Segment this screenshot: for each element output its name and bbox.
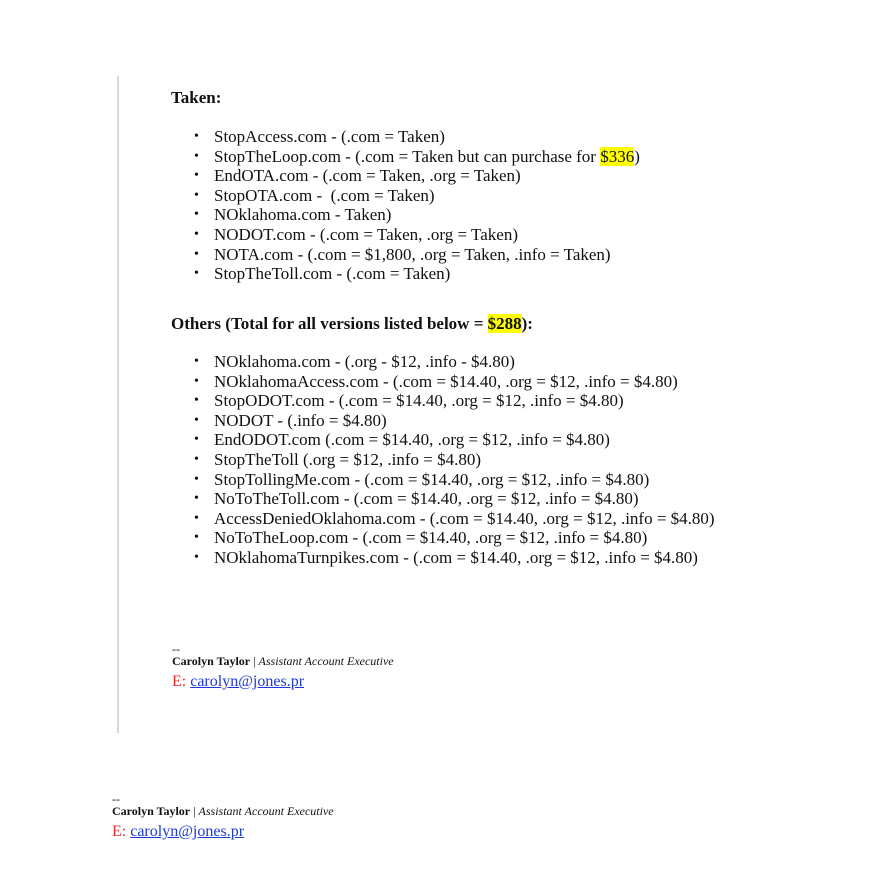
signature-divider: | (253, 654, 256, 668)
bullet-icon: • (194, 412, 199, 428)
signature-name-row (172, 654, 394, 669)
list-item: • NOklahoma.com - Taken) (194, 205, 392, 225)
signature-separator: -- (172, 642, 180, 656)
bullet-icon: • (194, 187, 199, 203)
signature (112, 792, 334, 841)
signature-separator: -- (112, 792, 120, 806)
email-label: E: (112, 823, 127, 840)
bullet-icon: • (194, 432, 199, 448)
list-item: • StopTheToll.com - (.com = Taken) (194, 264, 451, 284)
bullet-icon: • (194, 266, 199, 282)
bullet-icon: • (194, 393, 199, 409)
list-item: • StopOTA.com - (.com = Taken) (194, 185, 435, 205)
bullet-icon: • (194, 471, 199, 487)
signature-divider: | (193, 804, 196, 818)
bullet-icon: • (194, 373, 199, 389)
list-item: • StopTheLoop.com - (.com = Taken but can purchase for $336) (194, 146, 640, 166)
list-item: • NODOT.com - (.com = Taken, .org = Taken) (194, 224, 518, 244)
others-heading: Others (Total for all versions listed below = $288): (171, 314, 533, 333)
list-item: • NOklahomaAccess.com - (.com = $14.40, .org = $12, .info = $4.80) (194, 371, 678, 391)
list-item: • StopAccess.com - (.com = Taken) (194, 127, 445, 146)
signature-email-row (112, 822, 334, 841)
signature-name: Carolyn Taylor (172, 654, 251, 668)
signature-name-row (112, 804, 334, 819)
bullet-icon: • (194, 226, 199, 242)
email-link[interactable]: carolyn@jones.pr (190, 673, 305, 690)
bullet-icon: • (194, 246, 199, 262)
bullet-icon: • (194, 168, 199, 184)
email-label: E: (172, 673, 187, 690)
bullet-icon: • (194, 207, 199, 223)
signature-title: Assistant Account Executive (198, 804, 334, 818)
list-item: • NOklahoma.com - (.org - $12, .info - $4.80) (194, 352, 515, 371)
email-link[interactable]: carolyn@jones.pr (130, 823, 245, 840)
list-item: • NoToTheLoop.com - (.com = $14.40, .org = $12, .info = $4.80) (194, 528, 648, 548)
list-item: • StopTheToll (.org = $12, .info = $4.80) (194, 449, 481, 469)
list-item: • NOklahomaTurnpikes.com - (.com = $14.40, .org = $12, .info = $4.80) (194, 547, 698, 567)
list-item: • StopODOT.com - (.com = $14.40, .org = $12, .info = $4.80) (194, 391, 624, 411)
bullet-icon: • (194, 451, 199, 467)
signature-name: Carolyn Taylor (112, 804, 191, 818)
bullet-icon: • (194, 129, 199, 144)
bullet-icon: • (194, 549, 199, 565)
bullet-icon: • (194, 148, 199, 164)
signature-title: Assistant Account Executive (258, 654, 394, 668)
bullet-icon: • (194, 354, 199, 369)
taken-domain-list (171, 127, 774, 284)
list-item: • EndODOT.com (.com = $14.40, .org = $12, .info = $4.80) (194, 430, 610, 450)
signature-email-row (172, 672, 394, 691)
list-item: • NOTA.com - (.com = $1,800, .org = Taken, .info = Taken) (194, 244, 611, 264)
highlighted-price: $336 (600, 146, 635, 166)
others-domain-list (171, 352, 734, 568)
taken-heading: Taken: (171, 88, 222, 107)
quoted-message (117, 76, 819, 733)
list-item: • NODOT - (.info = $4.80) (194, 410, 387, 430)
list-item: • AccessDeniedOklahoma.com - (.com = $14.40, .org = $12, .info = $4.80) (194, 508, 715, 528)
list-item: • StopTollingMe.com - (.com = $14.40, .org = $12, .info = $4.80) (194, 469, 650, 489)
bullet-icon: • (194, 530, 199, 546)
bullet-icon: • (194, 491, 199, 507)
list-item: • EndOTA.com - (.com = Taken, .org = Taken) (194, 166, 521, 186)
highlighted-total: $288 (487, 314, 522, 333)
list-item: • NoToTheToll.com - (.com = $14.40, .org = $12, .info = $4.80) (194, 489, 639, 509)
quoted-signature (172, 642, 394, 691)
bullet-icon: • (194, 510, 199, 526)
